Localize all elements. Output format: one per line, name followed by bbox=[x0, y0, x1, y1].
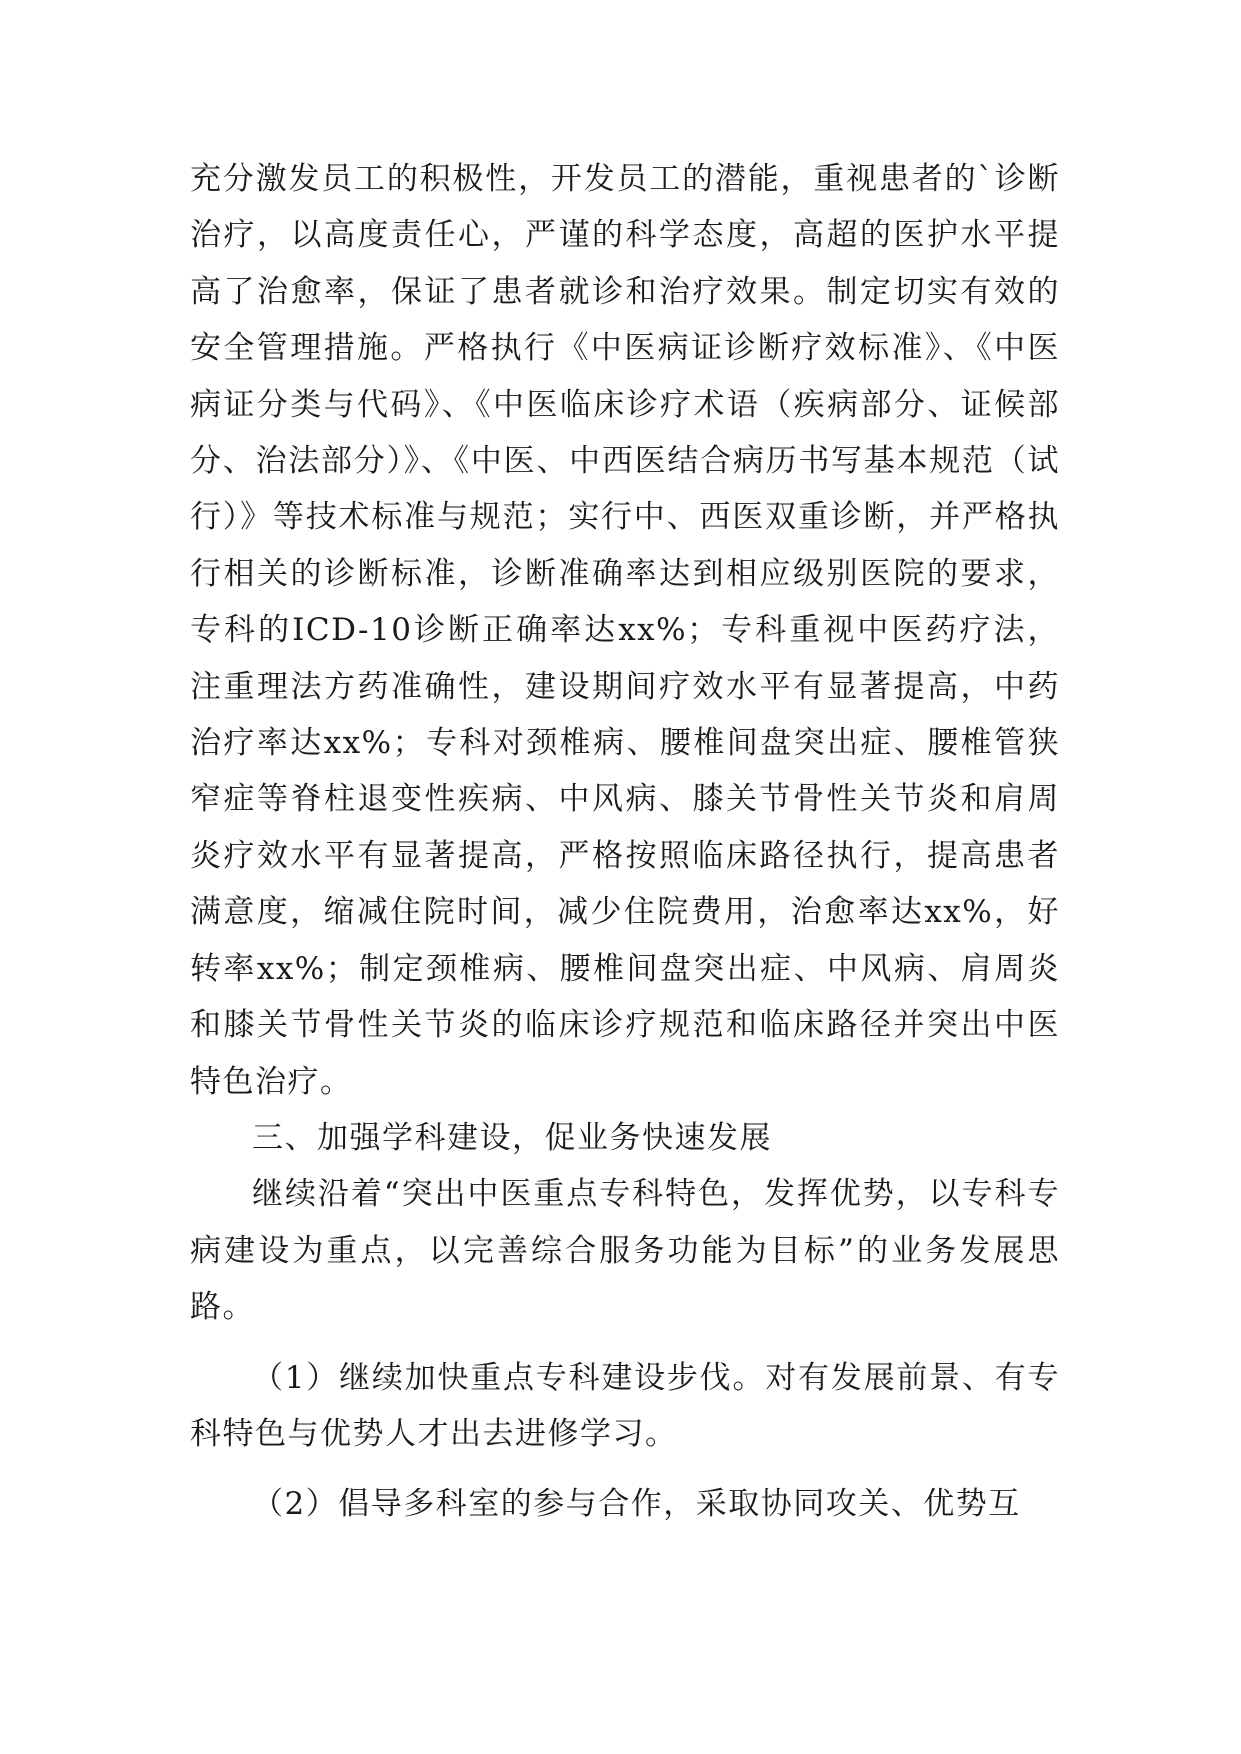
list-item-2: （2）倡导多科室的参与合作，采取协同攻关、优势互 bbox=[252, 1486, 1021, 1523]
section-heading-discipline-construction: 三、加强学科建设，促业务快速发展 bbox=[252, 1119, 772, 1156]
paragraph-development-approach: 继续沿着“突出中医重点专科特色，发挥优势，以专科专病建设为重点，以完善综合服务功能为目标”的业务发展思路。 bbox=[190, 1176, 1060, 1326]
list-item-1: （1）继续加快重点专科建设步伐。对有发展前景、有专科特色与优势人才出去进修学习。 bbox=[190, 1359, 1060, 1452]
paragraph-clinical-standards: 充分激发员工的积极性，开发员工的潜能，重视患者的`诊断治疗，以高度责任心，严谨的科学态度，高超的医护水平提高了治愈率，保证了患者就诊和治疗效果。制定切实有效的安全管理措施。严格执行《中医病证诊断疗效标准》、《中医病证分类与代码》、《中医临床诊疗术语（疾病部分、证候部分、治法部分）》、《中医、中西医结合病历书写基本规范（试行）》等技术标准与规范；实行中、西医双重诊断，并严格执行相关的诊断标准，诊断准确率达到相应级别医院的要求，专科的ICD-10诊断正确率达xx%；专科重视中医药疗法，注重理法方药准确性，建设期间疗效水平有显著提高，中药治疗率达xx%；专科对颈椎病、腰椎间盘突出症、腰椎管狭窄症等脊柱退变性疾病、中风病、膝关节骨性关节炎和肩周炎疗效水平有显著提高，严格按照临床路径执行，提高患者满意度，缩减住院时间，减少住院费用，治愈率达xx%，好转率xx%；制定颈椎病、腰椎间盘突出症、中风病、肩周炎和膝关节骨性关节炎的临床诊疗规范和临床路径并突出中医特色治疗。 bbox=[190, 161, 1060, 1100]
document-body bbox=[190, 151, 1060, 1533]
